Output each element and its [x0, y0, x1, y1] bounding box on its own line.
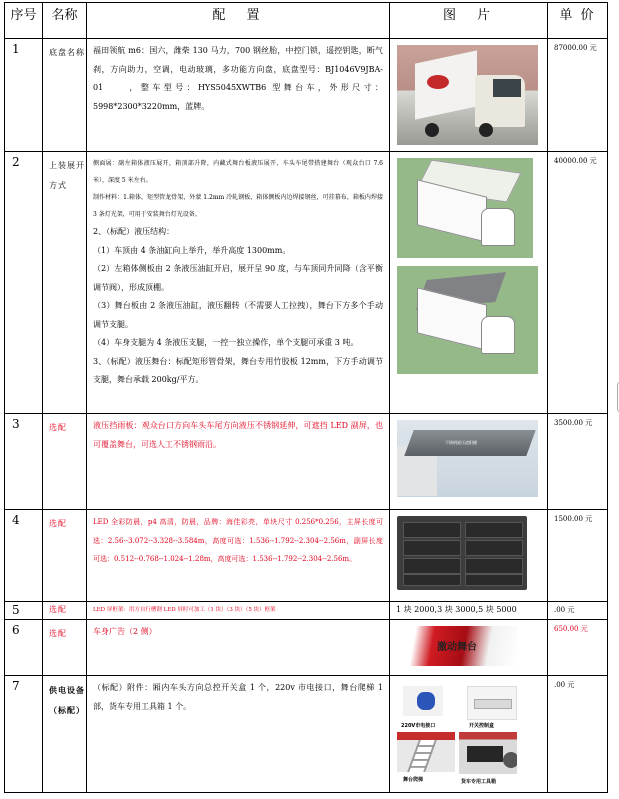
- row-image-cell: [390, 414, 548, 510]
- header-image: 图 片: [390, 3, 548, 39]
- header-name: 名称: [43, 3, 87, 39]
- row-number: 2: [5, 152, 43, 414]
- row-config: （标配）附件：厢内车头方向总控开关盒 1 个，220v 市电接口，舞台爬梯 1 部，货车专用工具箱 1 个。: [87, 676, 390, 793]
- config-line: （3）舞台板由 2 条液压油缸，液压翻转（不需要人工拉拽），舞台下方多个手动调节支腿。: [93, 301, 383, 329]
- row-name: 上装展开方式: [43, 152, 87, 414]
- led-module-photo: [397, 516, 527, 590]
- table-row: [5, 39, 608, 152]
- accessories-photo-grid: [397, 680, 539, 792]
- table-row: [5, 152, 608, 414]
- row-price: 87000.00 元: [548, 39, 608, 152]
- accessory-caption: 货车专用工具箱: [461, 779, 497, 785]
- canopy-photo: [397, 420, 538, 497]
- row-price: 3500.00 元: [548, 414, 608, 510]
- row-number: 1: [5, 39, 43, 152]
- row-image-cell: [390, 152, 548, 414]
- 3d-model-stage-open-image: [397, 158, 533, 258]
- canopy-photo-label: 不锈钢液压遮阳棚: [445, 440, 477, 445]
- header-no: 序号: [5, 3, 43, 39]
- config-line: 3、（标配）液压舞台：标配矩形管骨架，舞台专用竹胶板 12mm，下方手动调节支腿，舞台承载 200kg/平方。: [93, 356, 383, 384]
- toolbox-photo: [459, 732, 517, 774]
- ad-banner-image: [397, 626, 518, 666]
- row-image-cell: [390, 620, 548, 676]
- config-line: 制作材料：1.箱体，矩型管龙骨架，外蒙 1.2mm 冷轧钢板，箱体侧板内边焊接钢丝，可挂幕布，箱板内焊接 3 条灯光架，可用于安装舞台灯光设备。: [93, 194, 383, 218]
- table-row: [5, 676, 608, 793]
- config-line: （4）车身支腿为 4 条液压支腿，一控一独立操作，单个支腿可承重 3 吨。: [93, 338, 359, 347]
- row-price: 40000.00 元: [548, 152, 608, 414]
- row-image-text: 1 块 2000,3 块 3000,5 块 5000: [390, 602, 548, 620]
- switch-box-photo: [467, 686, 517, 720]
- accessory-caption: 220V市电接口: [401, 723, 436, 729]
- table-row: [5, 620, 608, 676]
- table-row: [5, 414, 608, 510]
- row-number: 3: [5, 414, 43, 510]
- row-image-cell: [390, 39, 548, 152]
- stage-ladder-photo: [397, 732, 455, 772]
- row-config: 车身广告（2 侧）: [87, 620, 390, 676]
- row-config: LED 全彩防晨，p4 高清，防晨，品牌：海佳彩亮，单块尺寸 0.256*0.256，主屏长度可选：2.56--3.072--3.328--3.584m，高度可选：1.536--1.792--2.304--2.56m，副屏长度可选：0.512--0.768--1.024--1.28m，高度可选：1.536--1.792--2.304--2.56m。: [87, 510, 390, 602]
- row-price: 650.00 元: [548, 620, 608, 676]
- row-image-cell: [390, 510, 548, 602]
- row-number: 6: [5, 620, 43, 676]
- row-number: 7: [5, 676, 43, 793]
- row-price: .00 元: [548, 676, 608, 793]
- row-name: 选配: [43, 414, 87, 510]
- accessory-caption: 舞台爬梯: [403, 777, 424, 783]
- ad-banner-title: 激动舞台: [437, 642, 477, 653]
- row-name: 底盘名称: [43, 39, 87, 152]
- table-row: [5, 602, 608, 620]
- row-config: 福田领航 m6：国六，潍柴 130 马力，700 钢丝胎，中控门锁，遥控钥匙，断气刹，方向助力，空调，电动玻璃，多功能方向盘，底盘型号：BJ1046V9JBA-01 ，整车型号：HYS5045XWTB6 型舞台车，外形尺寸：5998*2300*3220mm，蓝牌。: [87, 39, 390, 152]
- accessory-caption: 开关控制盒: [469, 723, 495, 729]
- row-config: LED 屏框架：用方自行槽钢 LED 屏时可加工（1 块）（3 块）（5 块）框架: [87, 602, 390, 620]
- config-line: 侧面展：副左箱体液压展开，箱顶部升降，内藏式舞台板液压展开，车头车尾带搭建舞台（观众台口 7.6 米），深度 5 米左右。: [93, 160, 383, 184]
- header-row: [5, 3, 608, 39]
- config-line: 2、（标配）液压结构：: [93, 227, 175, 236]
- config-line: （2）左箱体侧板由 2 条液压油缸开启，展开呈 90 度，与车顶同升同降（含平衡调节阀），形成顶棚。: [93, 264, 383, 292]
- row-price: 1500.00 元: [548, 510, 608, 602]
- header-config: 配 置: [87, 3, 390, 39]
- row-name: 选配: [43, 620, 87, 676]
- config-line: （1）车顶由 4 条油缸向上举升，举升高度 1300mm。: [93, 245, 291, 255]
- header-price: 单 价: [548, 3, 608, 39]
- power-socket-photo: [403, 686, 443, 716]
- row-config: 液压挡雨板：观众台口方向车头车尾方向液压不锈钢延伸，可遮挡 LED 副屏，也可覆盖舞台，可选人工不锈钢雨沿。: [87, 414, 390, 510]
- truck-photo: [397, 45, 538, 145]
- spec-table: [4, 2, 608, 793]
- 3d-model-roof-raised-image: [397, 266, 538, 374]
- row-image-cell: [390, 676, 548, 793]
- row-name: 选配: [43, 510, 87, 602]
- row-name: 选配: [43, 602, 87, 620]
- row-name: 供电设备（标配）: [43, 676, 87, 793]
- row-number: 5: [5, 602, 43, 620]
- row-price: .00 元: [548, 602, 608, 620]
- table-row: [5, 510, 608, 602]
- row-number: 4: [5, 510, 43, 602]
- row-config: [87, 152, 390, 414]
